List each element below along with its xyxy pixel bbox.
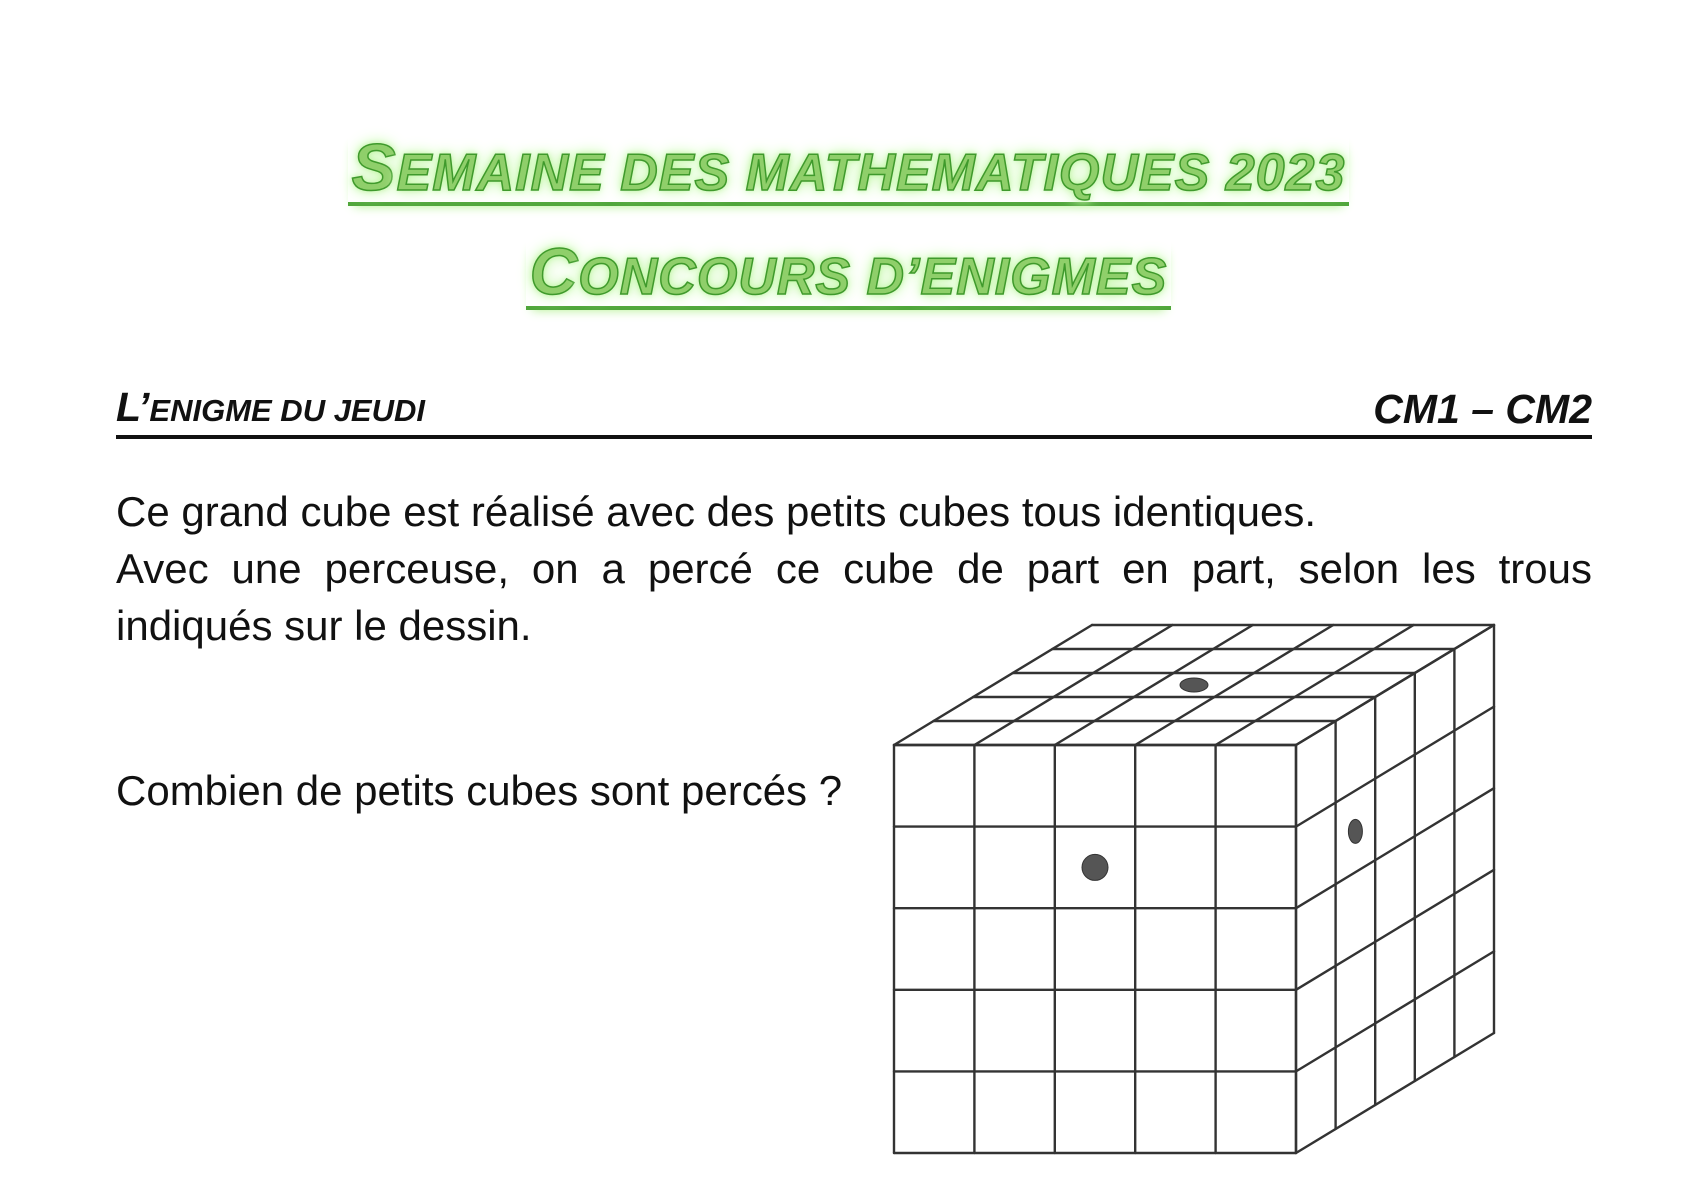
top-face-depth-line <box>1216 625 1414 745</box>
side-face-depth-line <box>1296 951 1494 1071</box>
title-line-2-initial: C <box>529 234 579 308</box>
section-title-rest: ENIGME DU JEUDI <box>149 393 426 428</box>
side-face-depth-line <box>1296 707 1494 827</box>
cube-grid-lines <box>894 625 1494 1153</box>
section-header <box>116 383 1592 439</box>
side-face-depth-line <box>1296 788 1494 908</box>
problem-line-1: Ce grand cube est réalisé avec des petits cubes tous identiques. <box>116 488 1317 535</box>
title-line-2-rest: ONCOURS D’ENIGMES <box>578 248 1168 306</box>
side-face-depth-line <box>1296 1033 1494 1153</box>
top-face-depth-line <box>1135 625 1333 745</box>
top-hole-icon <box>1180 678 1208 692</box>
title-line-1-initial: S <box>351 130 397 204</box>
section-title <box>116 384 425 431</box>
title-line-2 <box>0 234 1697 310</box>
top-face-depth-line <box>894 625 1092 745</box>
top-face-depth-line <box>1055 625 1253 745</box>
side-face-depth-line <box>1296 870 1494 990</box>
side-hole-icon <box>1348 819 1362 843</box>
problem-paragraph: Avec une perceuse, on a percé ce cube de part en part, selon les trous indiqués sur le dessin. <box>116 545 1592 649</box>
question-text: Combien de petits cubes sont percés ? <box>116 767 843 814</box>
grade-level: CM1 – CM2 <box>1373 386 1592 432</box>
section-title-initial: L’ <box>116 384 150 430</box>
cube-figure <box>880 615 1500 1175</box>
top-face-depth-line <box>1296 625 1494 745</box>
front-hole-icon <box>1082 854 1108 880</box>
title-line-1-rest: EMAINE DES MATHEMATIQUES 2023 <box>396 144 1346 202</box>
top-face-depth-line <box>974 625 1172 745</box>
title-line-1 <box>0 130 1697 206</box>
cube-holes <box>1082 678 1362 880</box>
